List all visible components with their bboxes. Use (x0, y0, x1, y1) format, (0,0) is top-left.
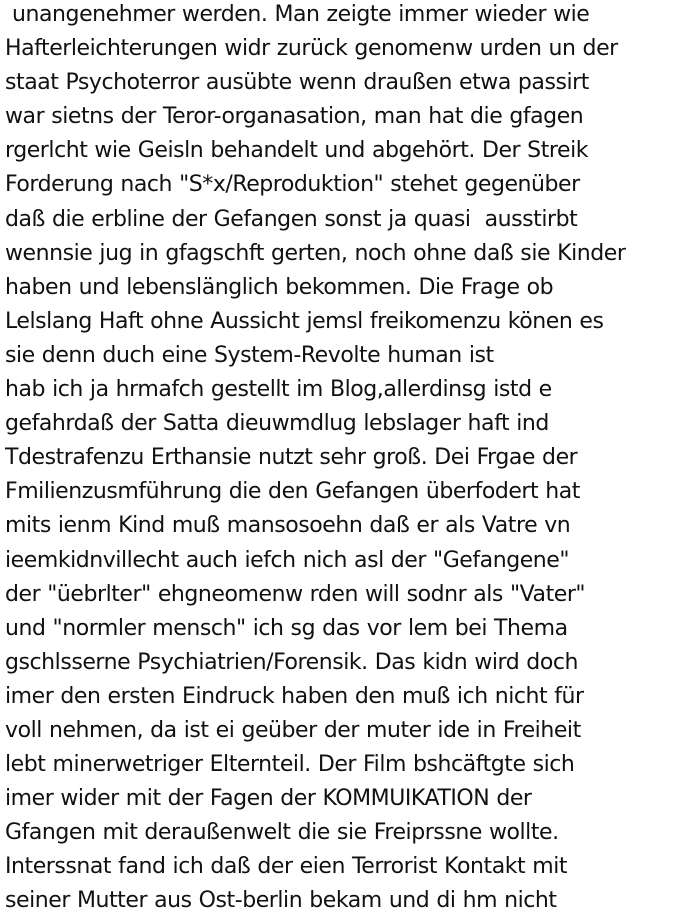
text-line: der "üebrlter" ehgneomenw rden will sodnr als "Vater" (5, 581, 586, 607)
text-line: Interssnat fand ich daß der eien Terrorist Kontakt mit (5, 854, 568, 880)
text-line: seiner Mutter aus Ost-berlin bekam und di hm nicht (5, 888, 557, 914)
text-line: imer wider mit der Fagen der KOMMUIKATION der (5, 786, 532, 812)
text-line: und "normler mensch" ich sg das vor lem bei Thema (5, 615, 568, 641)
text-line: ieemkidnvillecht auch iefch nich asl der "Gefangene" (5, 547, 570, 573)
text-line: voll nehmen, da ist ei geüber der muter ide in Freiheit (5, 717, 581, 743)
text-line: Lelslang Haft ohne Aussicht jemsl freikomenzu könen es (5, 308, 604, 334)
text-line: war sietns der Teror-organasation, man hat die gfagen (5, 104, 584, 130)
text-line: unangenehmer werden. Man zeigte immer wieder wie (5, 2, 590, 27)
text-line: Tdestrafenzu Erthansie nutzt sehr groß. Dei Frgae der (5, 445, 578, 471)
text-line: lebt minerwetriger Elternteil. Der Film bshcäftgte sich (5, 752, 575, 778)
text-line: Forderung nach "S*x/Reproduktion" stehet gegenüber (5, 172, 580, 198)
text-line: imer den ersten Eindruck haben den muß ich nicht für (5, 683, 584, 709)
text-line: Hafterleichterungen widr zurück genomenw urden un der (5, 36, 618, 62)
text-line: staat Psychoterror ausübte wenn draußen etwa passirt (5, 70, 589, 96)
text-line: hab ich ja hrmafch gestellt im Blog,allerdinsg istd e (5, 377, 552, 403)
text-line: haben und lebenslänglich bekommen. Die Frage ob (5, 274, 554, 300)
text-line: daß die erbline der Gefangen sonst ja quasi ausstirbt (5, 206, 578, 232)
text-line: Gfangen mit deraußenwelt die sie Freiprssne wollte. (5, 820, 559, 846)
text-line: Fmilienzusmführung die den Gefangen überfodert hat (5, 479, 580, 505)
body-text (5, 0, 684, 919)
text-line: gschlsserne Psychiatrien/Forensik. Das kidn wird doch (5, 649, 578, 675)
text-line: gefahrdaß der Satta dieuwmdlug lebslager haft ind (5, 411, 549, 437)
text-line: rgerlcht wie Geisln behandelt und abgehört. Der Streik (5, 138, 589, 164)
text-line: sie denn duch eine System-Revolte human ist (5, 342, 494, 368)
text-line: mits ienm Kind muß mansosoehn daß er als Vatre vn (5, 513, 571, 539)
text-line: wennsie jug in gfagschft gerten, noch ohne daß sie Kinder (5, 240, 626, 266)
